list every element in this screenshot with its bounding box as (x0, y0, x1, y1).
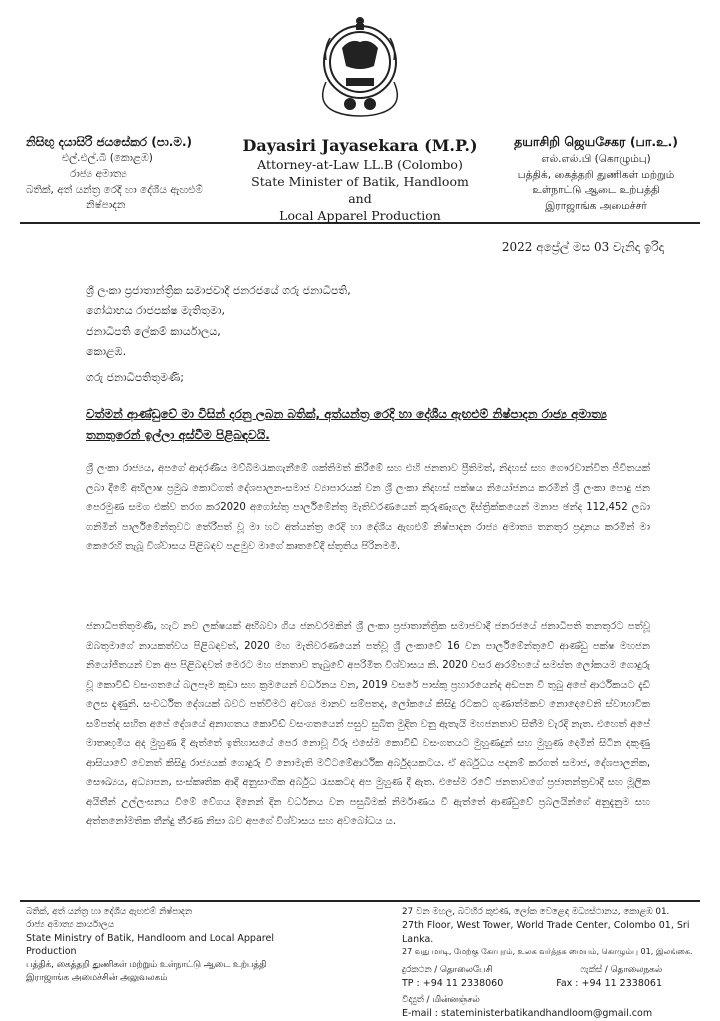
address-line: ගෝඨාභය රාජපක්ෂ මැතිතුමා, (86, 304, 226, 318)
recipient-address (86, 281, 351, 362)
national-emblem-icon (312, 8, 408, 120)
footer-office-english-1: State Ministry of Batik, Handloom and Local Apparel (26, 932, 274, 944)
email-label: විද්‍යුත් / மின்னஞ்சல் (402, 995, 480, 1006)
footer-office-english-2: Production (26, 946, 77, 958)
footer-divider (20, 900, 700, 902)
header-tamil-role-2: உள்நாட்டு ஆடை உற்பத்தி (532, 184, 660, 197)
footer-office-block (26, 906, 276, 985)
fax-label: ෆැක්ස් / தொலைநகல் (580, 964, 662, 975)
letter-subject: වත්මන් ආණ්ඩුවේ මා විසින් දරනු ලබන බතික්, අත්යන්ත්‍ර රෙදි හා දේශීය ඇඟළුම් නිෂ්පාදන රාජ්‍ය අමාත්‍ය තනතුරෙන් ඉල්ලා අස්වීම පිළිබඳවයි. (86, 407, 607, 442)
address-line: කොළඹ. (86, 345, 127, 359)
header-english-line-1: Attorney-at-Law LL.B (Colombo) (257, 157, 463, 172)
header-english-line-3: Local Apparel Production (279, 207, 441, 223)
header-english-line-2: State Minister of Batik, Handloom and (251, 173, 469, 206)
contact-numbers-row (402, 977, 662, 991)
footer-office-sinhala-1: බතික්, අත් යන්ත්‍ර හා දේශීය ඇඟළුම් නිෂ්පාදන (26, 907, 192, 917)
header-english-block (240, 136, 480, 225)
telephone-label: දුරකථන / தொலைபேசி (402, 964, 493, 975)
header-tamil-qualification: எல்.எல்.பி (கொழும்பு) (541, 152, 651, 165)
letter-date: 2022 අප්‍රේල් මස 03 වැනිදා ඉරිදා (501, 240, 664, 254)
footer-office-sinhala-2: රාජ්‍ය අමාත්‍ය කාර්යාලය (26, 919, 114, 930)
footer-address-tamil: 27 வது மாடி, மேற்கு கோபுரம், உலக வர்த்தக மையம், கொழும்பு 01, இலங்கை. (402, 947, 693, 957)
footer-contact-block (402, 906, 702, 1021)
address-line: ශ්‍රී ලංකා ප්‍රජාතාන්ත්‍රික සමාජවාදී ජනරජයේ ගරු ජනාධිපති, (86, 284, 351, 297)
header-sinhala-block (26, 133, 246, 214)
telephone-number[interactable]: TP : +94 11 2338060 (402, 977, 504, 989)
header-sinhala-role-3: නිෂ්පාදන (86, 199, 126, 212)
header-tamil-role-3: இராஜாங்க அமைச்சர் (545, 200, 647, 212)
header-tamil-name: தயாசிறி ஜெயசேகர (பா.உ.) (514, 134, 678, 149)
footer-address-english: 27th Floor, West Tower, World Trade Center, Colombo 01, Sri Lanka. (402, 919, 690, 945)
salutation: ගරු ජනාධිපතිතුමණි; (86, 371, 184, 384)
email-address[interactable]: E-mail : stateministerbatikandhandloom@gmail.com (402, 1008, 653, 1020)
header-tamil-block (486, 133, 706, 215)
header-english-name: Dayasiri Jayasekara (M.P.) (242, 136, 478, 155)
header-sinhala-name: නිසිඟු දයාසිරි ජයසේකර (පා.ම.) (26, 135, 193, 149)
footer-address-sinhala: 27 වන මහල, බටහිර කුළුණ, ලෝක වෙළෙඳ මධ්‍යස්ථානය, කොළඹ 01. (402, 907, 670, 917)
contact-labels-row (402, 964, 662, 977)
header-sinhala-role-1: රාජ්‍ය අමාත්‍ය (70, 167, 127, 180)
footer-office-tamil-1: பத்திக், கைத்தறி துணிகள் மற்றும் உள்நாட்டு ஆடை உற்பத்தி (26, 960, 267, 971)
header-tamil-role-1: பத்திக், கைத்தறி துணிகள் மற்றும் (517, 168, 675, 181)
body-paragraph-2: ජනාධිපතිතුමණි, හැට නව ලක්ෂයක් අභිබවා ගිය ජනවරමකින් ශ්‍රී ලංකා ප්‍රජාතාන්ත්‍රික සමාජවාදී ජනරජයේ ජනාධිපති තනතුරට පත්වූ ඔබතුමාගේ නායකත්වය පිළිබඳවත්, 2020 මහ මැතිවරණයෙන් පත්වූ ශ්‍රී ලංකාවේ 16 වන පාර්ලිමේන්තුවේ ආණ්ඩු පක්ෂ මහජන නියෝජිතයන් වන අප පිළිබඳවත් මෙරට මහ ජනතාව තැබුවේ අපරිමිත විශ්වාසය කි. 2020 වසර ආරම්භයේ සමස්ත ලෝකයම ගොදුරු වූ කොවිඩ් වසංගතයේ බලපෑම කුඩා සහ ක්‍රමයෙන් වර්ධනය වන, 2019 වසරේ පාස්කු ප්‍රහාරයෙන්ද අඩපන වී තුබු අපේ ආර්ථිකයට දැඩි ලෙස දැණුනි. සංවර්ධිත දේශයක් බවට පත්වීමට අවශ්‍ය මානව සම්පතද, ලෝකයේ කිසිදු රටකට ගුණාත්මකව නොදෙවෙනි ස්වාභාවික සම්පත්ද සහිත අපේ දේශයේ අනාගතය කොවිඩ් වසංගතයෙන් පසුව සුබිත මුදිත වනු ඇතැයි මහජනතාව සිතීම වැරදි නැත. එහෙත් අපේ මාතෘභූමිය අද මුහුණ දී ඇත්තේ ඉතිහාසයේ පෙර නොවූ විරූ එසේම කොවිඩ් වසංගතයට මුහුණදුන් සහ මුහුණ දෙමින් සිටින දකුණු ආසියාවේ වෙනත් කිසිදු රාජ්‍යයක් ගොදුරු වී නොමැති මට්ටමේආර්ථික අර්බුදයකටය. ඒ අර්බුධය පදනම් කරගත් සමාජ, දේශපාලනික, සෞඛ්‍යය, අධ්‍යාපන, සංස්කෘතික ආදී අනුසාංගික අර්බුධ රැසකටද අප මුහුණ දී ඇත. එසේම රටේ ජනතාවගේ ප්‍රජාතන්ත්‍රවාදී සහ මූලික අයිතීන් උල්ලංඝනය වීමේ වේගය දිනෙන් දින වර්ධනය වන පසුබිමක් නිර්මාණය වී ඇත්තේ ආණ්ඩුවේ ප්‍රබලයින්ගේ අනුදැනුම සහ අත්තනෝමතික තීන්දු තීරණ නිසා බව අපගේ විශ්වාසය සහ අවබෝධය ය. (86, 621, 650, 827)
fax-number: Fax : +94 11 2338061 (556, 977, 662, 989)
footer-office-tamil-2: இராஜாங்க அமைச்சின் அலுவலகம் (26, 972, 168, 983)
header-sinhala-qualification: එල්.එල්.බී (කොළඹ) (62, 152, 153, 164)
header-sinhala-role-2: බතික්, අත් යන්ත්‍ර රෙදි හා දේශීය ඇඟළුම් (26, 183, 203, 196)
body-paragraph-1: ශ්‍රී ලංකා රාජ්‍යය, අපගේ ආදරණීය මව්බිමරැකගැනීමේ ශක්තිමත් කිරීමේ සහ එහි ජනතාව ප්‍රීතිමත්, නිදහස් සහ ගෞරවාන්විත ජීවිතයක් ලබා දීමේ අභිලාෂ ප්‍රමුඛ කොටගත් දේශපාලන-සමාජ ව්‍යාපාරයක් වන ශ්‍රී ලංකා නිදහස් පක්ෂය නියෝජනය කරමින් ශ්‍රී ලංකා පොදු ජන පෙරමුණ සමග එක්ව තරග කර2020 අගෝස්තු පාර්ලිමේන්තු මැතිවරණයෙන් කුරුණෑගල දිස්ත්‍රික්කයෙන් මනාප ඡන්ද 112,452 ලබා ගනිමින් පාර්ලිමේන්තුවට තේරීපත් වූ මා හට අත්යන්ත්‍ර රෙදි හා දේශීය ඇඟළුම් නිෂ්පාදන රාජ්‍ය අමාත්‍ය තනතුර ප්‍රදානය කරමින් මා කෙරෙහි තැබූ විශ්වාසය පිළිබඳව පළමුව මාගේ කෘතවේදී ස්තූතිය පිරිනමමි. (86, 463, 650, 552)
address-line: ජනාධිපති ලේකම් කාර්යාලය, (86, 324, 221, 338)
header-divider (20, 222, 700, 224)
